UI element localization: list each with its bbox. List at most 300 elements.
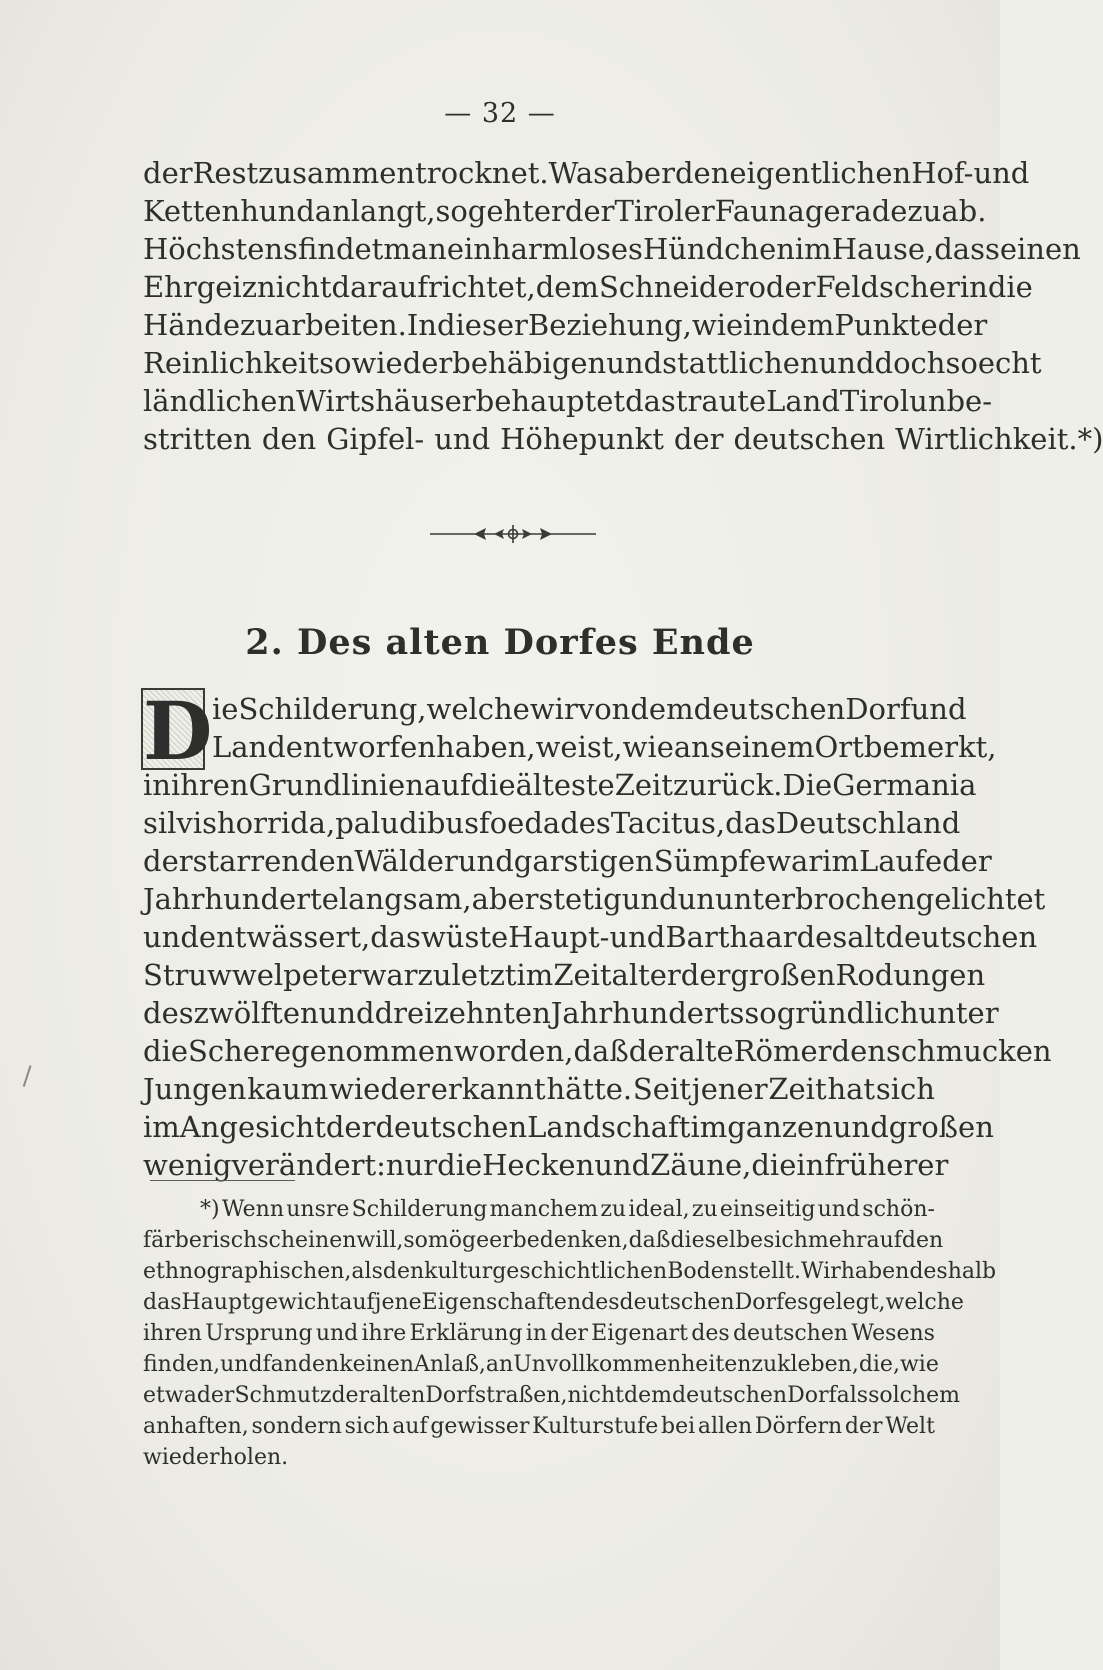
word: weist, [535, 730, 623, 764]
word: fanden [262, 1352, 340, 1377]
word: zuletzt [417, 958, 517, 992]
word: im [794, 232, 832, 266]
word: den [382, 1259, 425, 1284]
word: die [437, 1148, 483, 1182]
text-line [143, 1256, 997, 1287]
word: nur [385, 1148, 438, 1182]
word: Ehrgeiz [143, 270, 257, 304]
word: haben [840, 1259, 910, 1284]
word: gewisser [430, 1414, 530, 1439]
word: die, [858, 1352, 900, 1377]
word: Ursprung [205, 1321, 313, 1346]
word: traute [675, 384, 767, 418]
word: der [331, 1383, 370, 1408]
word: und [594, 1148, 651, 1182]
word: nicht [257, 270, 332, 304]
word: Feldscher [815, 270, 960, 304]
word: zu [239, 308, 274, 342]
word: sowie [319, 346, 403, 380]
text-line [143, 766, 977, 804]
word: echt [977, 346, 1042, 380]
word: Zäune, [650, 1148, 752, 1182]
word: im [516, 958, 554, 992]
word: Reinlichkeit [143, 346, 320, 380]
word: Hecken [482, 1148, 595, 1182]
word: gelegt, [808, 1290, 886, 1315]
word: des [143, 996, 194, 1030]
word: der [673, 422, 724, 456]
word: des [691, 1321, 730, 1346]
word: Wir [800, 1259, 841, 1284]
word: geht [467, 194, 534, 228]
word: deutschen [733, 422, 886, 456]
word: darauf [331, 270, 428, 304]
word: doch [874, 346, 946, 380]
word: Wirtlichkeit.*) [895, 422, 1103, 456]
word: so [435, 194, 468, 228]
word: das [625, 384, 676, 418]
word: Wenn [221, 1197, 285, 1222]
word: Boden [667, 1259, 738, 1284]
text-line [143, 1380, 961, 1411]
word: entworfen [285, 730, 437, 764]
word: Haupt- [508, 920, 610, 954]
word: und [318, 996, 375, 1030]
word: der [942, 844, 992, 878]
word: den [901, 1228, 944, 1253]
word: Barthaar [665, 920, 797, 954]
word: des [581, 1290, 620, 1315]
word: findet [297, 232, 384, 266]
word: und [832, 1110, 889, 1144]
word: deutschen [732, 1321, 849, 1346]
word: schön- [862, 1197, 935, 1222]
word: worden, [453, 1034, 574, 1068]
text-line [143, 344, 1042, 382]
word: harmloses [491, 232, 643, 266]
decorated-initial-letter: D [143, 684, 213, 778]
word: eigentlichen [729, 156, 912, 190]
word: die [751, 1148, 797, 1182]
word: In [406, 308, 437, 342]
word: im [690, 1110, 728, 1144]
word: die [987, 270, 1033, 304]
word: Tacitus, [610, 806, 726, 840]
word: in [525, 1321, 548, 1346]
word: aber [608, 156, 675, 190]
word: der [844, 1414, 883, 1439]
word: der [143, 156, 193, 190]
word: ab. [941, 194, 987, 228]
word: Beziehung, [527, 308, 692, 342]
word: die [470, 768, 516, 802]
word: welche [426, 692, 530, 726]
text-line [143, 1032, 1052, 1070]
word: behauptet [475, 384, 626, 418]
word: Hündchen [642, 232, 795, 266]
word: wie [899, 1352, 939, 1377]
word: Schilderung, [238, 692, 427, 726]
word: und [457, 844, 514, 878]
text-line [143, 230, 1081, 268]
word: richtet, [427, 270, 536, 304]
word: stritten [143, 422, 252, 456]
word: scheinen [257, 1228, 357, 1253]
word: färberisch [143, 1228, 258, 1253]
word: den [674, 156, 730, 190]
word: er [533, 194, 565, 228]
word: Deutschland [775, 806, 961, 840]
word: keinen [339, 1352, 414, 1377]
word: einseitig [719, 1197, 816, 1222]
word: schmucken [885, 1034, 1052, 1068]
word: stetig [538, 882, 622, 916]
word: jene [374, 1290, 422, 1315]
word: daß [628, 1228, 671, 1253]
word: Punkte [834, 308, 938, 342]
word: Fauna [714, 194, 805, 228]
word: Schere [188, 1034, 291, 1068]
word: *) [200, 1197, 220, 1222]
text-line [143, 918, 1038, 956]
text-line [200, 1194, 935, 1225]
word: solchem [868, 1383, 961, 1408]
word: des [560, 806, 611, 840]
word: zwölften [193, 996, 319, 1030]
word: und [606, 346, 663, 380]
page-number: — 32 — [444, 98, 556, 129]
word: Land [212, 730, 286, 764]
word: großen [730, 958, 836, 992]
text-line [143, 1318, 935, 1349]
word: will, [356, 1228, 404, 1253]
word: der [680, 958, 731, 992]
word: so [744, 996, 777, 1030]
word: unbe- [909, 384, 993, 418]
word: und [910, 692, 967, 726]
word: von [577, 692, 631, 726]
text-line [143, 1070, 935, 1108]
word: im [822, 844, 859, 878]
word: ununterbrochen [677, 882, 916, 916]
word: deutschen [671, 1383, 788, 1408]
word: Zeitalter [553, 958, 681, 992]
word: unter [918, 996, 999, 1030]
word: seinem [709, 730, 815, 764]
word: Dorfes [734, 1290, 809, 1315]
word: Schilderung [351, 1197, 488, 1222]
word: kaum [247, 1072, 329, 1106]
word: bei [660, 1414, 696, 1439]
word: stattlichen [662, 346, 819, 380]
word: der [196, 1383, 235, 1408]
word: der [143, 844, 193, 878]
word: bedenken, [512, 1228, 629, 1253]
footnote-divider [150, 1180, 295, 1181]
word: Eigenart [591, 1321, 689, 1346]
word: Wirtshäuser [296, 384, 476, 418]
word: Rodungen [835, 958, 986, 992]
word: Tiroler [614, 194, 715, 228]
word: Hof- [911, 156, 974, 190]
word: Rest [192, 156, 259, 190]
word: Kettenhund [143, 194, 315, 228]
word: Dorf [845, 692, 911, 726]
word: ihre [361, 1321, 407, 1346]
word: mehr [807, 1228, 867, 1253]
word: der [628, 1034, 679, 1068]
word: dieser [436, 308, 528, 342]
word: wiederholen. [143, 1445, 289, 1470]
word: Land [766, 384, 840, 418]
word: entwässert, [198, 920, 371, 954]
word: deshalb [909, 1259, 997, 1284]
text-line [143, 420, 1103, 458]
word: kleben, [777, 1352, 859, 1377]
word: Welt [885, 1414, 935, 1439]
word: haben, [436, 730, 536, 764]
word: ein [446, 232, 492, 266]
word: aber [471, 882, 539, 916]
word: und [434, 422, 491, 456]
word: die [143, 1034, 189, 1068]
word: und [817, 1197, 861, 1222]
word: Zeit [768, 1072, 827, 1106]
text-line [143, 382, 993, 420]
text-line [143, 1287, 964, 1318]
word: hat [827, 1072, 876, 1106]
word: geradezu [804, 194, 942, 228]
word: stellt. [737, 1259, 801, 1284]
word: alte [678, 1034, 734, 1068]
word: wie [691, 308, 744, 342]
word: und [621, 882, 678, 916]
word: an [485, 1352, 514, 1377]
word: sich [344, 1414, 390, 1439]
text-line [143, 1442, 935, 1473]
word: der [550, 1321, 588, 1346]
word: Unvollkommenheiten [513, 1352, 752, 1377]
word: und [220, 1352, 263, 1377]
section-divider-ornament [428, 522, 598, 546]
word: Laufe [858, 844, 943, 878]
text-line [143, 1108, 994, 1146]
word: Eigenschaften [421, 1290, 582, 1315]
word: so [403, 1228, 428, 1253]
word: genommen [291, 1034, 454, 1068]
section-heading: 2. Des alten Dorfes Ende [245, 622, 755, 663]
word: auf [392, 1414, 428, 1439]
word: ländlichen [143, 384, 297, 418]
word: der [402, 346, 453, 380]
word: verändert: [231, 1148, 386, 1182]
word: Landschaft [527, 1110, 691, 1144]
word: auf [339, 1290, 375, 1315]
word: nicht [567, 1383, 625, 1408]
word: erkannt [430, 1072, 546, 1106]
word: an [673, 730, 710, 764]
word: daß [573, 1034, 629, 1068]
word: finden, [143, 1352, 221, 1377]
word: Schmutz [234, 1383, 332, 1408]
word: gelichtet [915, 882, 1046, 916]
word: in [959, 270, 988, 304]
word: ganzen [727, 1110, 833, 1144]
text-line [143, 804, 961, 842]
word: und [818, 346, 875, 380]
word: silvis [143, 806, 217, 840]
word: möge [427, 1228, 490, 1253]
word: behäbigen [452, 346, 607, 380]
text-line [143, 1411, 935, 1442]
word: Schneider [598, 270, 749, 304]
word: anlangt, [314, 194, 436, 228]
word: ideal, [628, 1197, 690, 1222]
word: kulturgeschichtlichen [424, 1259, 668, 1284]
word: der [564, 194, 615, 228]
word: Grundlinien [248, 768, 424, 802]
word: Was [548, 156, 609, 190]
word: den [831, 1034, 886, 1068]
word: dem [771, 308, 835, 342]
word: großen [888, 1110, 994, 1144]
word: das [370, 920, 421, 954]
word: oder [748, 270, 816, 304]
word: Ort [814, 730, 864, 764]
word: ethnographischen, [143, 1259, 352, 1284]
word: in [143, 768, 171, 802]
word: garstigen [513, 844, 654, 878]
word: wenig [143, 1148, 232, 1182]
word: im [143, 1110, 180, 1144]
word: foeda [478, 806, 561, 840]
word: das [143, 1290, 182, 1315]
word: der [325, 1110, 376, 1144]
word: war [766, 844, 823, 878]
text-line [143, 154, 1030, 192]
text-line [143, 1349, 939, 1380]
word: der [937, 308, 988, 342]
word: etwa [143, 1383, 197, 1408]
text-line [143, 306, 988, 344]
word: Dörfern [754, 1414, 843, 1439]
word: Wesens [851, 1321, 935, 1346]
word: arbeiten. [273, 308, 407, 342]
word: wir [529, 692, 578, 726]
word: Struwwelpeter [143, 958, 362, 992]
word: deutschen [375, 1110, 528, 1144]
word: Tirol [839, 384, 910, 418]
word: Anlaß, [413, 1352, 486, 1377]
word: starrenden [192, 844, 355, 878]
word: allen [697, 1414, 753, 1439]
word: zusammentrocknet. [258, 156, 549, 190]
word: seinen [984, 232, 1081, 266]
word: anhaften, [143, 1414, 249, 1439]
word: Zeit [614, 768, 673, 802]
word: langsam, [338, 882, 472, 916]
margin-mark [23, 1065, 37, 1088]
word: das [725, 806, 776, 840]
word: hätte. [546, 1072, 633, 1106]
word: auf [423, 768, 471, 802]
word: sich [875, 1072, 935, 1106]
word: welche [885, 1290, 964, 1315]
word: paludibus [335, 806, 479, 840]
word: altdeutschen [847, 920, 1038, 954]
text-line [143, 192, 987, 230]
word: Die [782, 768, 833, 802]
text-line [143, 1146, 949, 1184]
word: wüste [420, 920, 509, 954]
text-line [143, 956, 986, 994]
word: das [934, 232, 985, 266]
word: Germania [832, 768, 977, 802]
word: Kulturstufe [532, 1414, 659, 1439]
word: war [361, 958, 418, 992]
word: auf [866, 1228, 902, 1253]
word: als [836, 1383, 869, 1408]
word: Dorfstraßen, [425, 1383, 568, 1408]
text-line [143, 880, 1046, 918]
word: wie [622, 730, 674, 764]
word: sich [763, 1228, 808, 1253]
word: er [489, 1228, 513, 1253]
word: Hauptgewicht [181, 1290, 340, 1315]
word: dieselbe [670, 1228, 764, 1253]
word: und [609, 920, 666, 954]
word: gründlich [776, 996, 919, 1030]
word: Römer [733, 1034, 832, 1068]
word: ie [212, 692, 239, 726]
word: deutschen [619, 1290, 735, 1315]
word: in [743, 308, 772, 342]
word: und [315, 1321, 359, 1346]
word: dem [630, 692, 694, 726]
word: unsre [286, 1197, 350, 1222]
word: Jahrhunderte [143, 882, 339, 916]
word: Gipfel- [326, 422, 425, 456]
word: Höchstens [143, 232, 298, 266]
word: horrida, [216, 806, 336, 840]
word: zu [600, 1197, 627, 1222]
word: Seit [632, 1072, 691, 1106]
word: Erklärung [409, 1321, 523, 1346]
text-line [143, 268, 1033, 306]
text-line [143, 994, 999, 1032]
word: den [261, 422, 317, 456]
word: dreizehnten [374, 996, 551, 1030]
word: Jahrhunderts [550, 996, 745, 1030]
word: Jungen [143, 1072, 247, 1106]
word: früherer [824, 1148, 949, 1182]
word: zurück. [672, 768, 783, 802]
word: Hause, [831, 232, 935, 266]
word: Dorf [787, 1383, 837, 1408]
word: älteste [515, 768, 615, 802]
word: alten [369, 1383, 426, 1408]
word: als [351, 1259, 383, 1284]
word: zu [691, 1197, 718, 1222]
text-line [212, 728, 997, 766]
text-line [143, 842, 992, 880]
word: bemerkt, [863, 730, 997, 764]
word: Sümpfe [653, 844, 767, 878]
word: sondern [251, 1414, 342, 1439]
word: in [796, 1148, 825, 1182]
word: Wälder [354, 844, 458, 878]
word: Angesicht [179, 1110, 326, 1144]
